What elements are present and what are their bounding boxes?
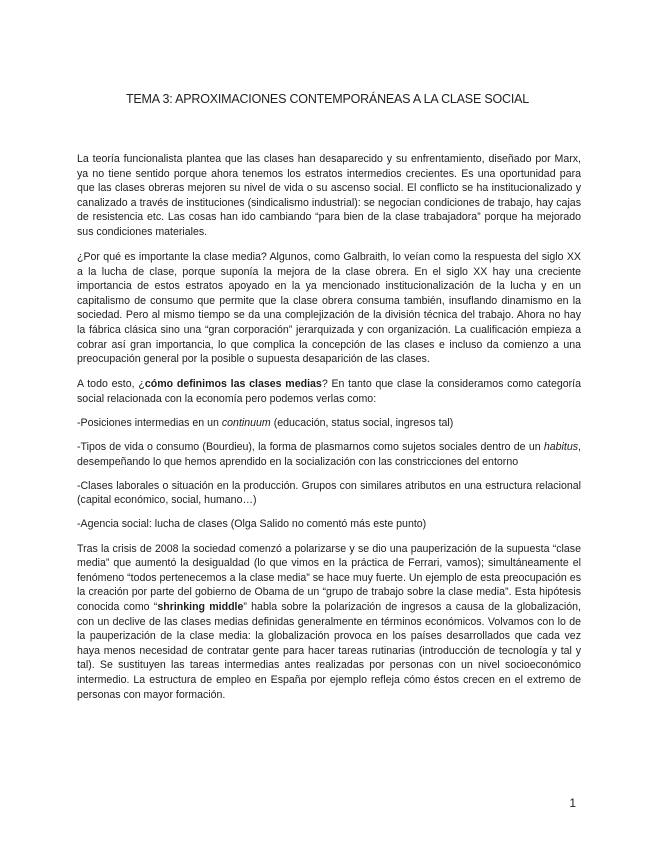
paragraph-functionalist-theory: La teoría funcionalista plantea que las clases han desaparecido y su enfrentamiento, diseñado por Marx, ya no tiene sentido porque ahora tenemos los estratos intermedios crecientes. Es una oportunidad para que las clases obreras mejoren su nivel de vida o su ascenso social. El conflicto se ha institucionalizado y canalizado a través de instituciones (sindicalismo industrial): se negocian condiciones de trabajo, hay cajas de resistencia etc. Las cosas han ido cambiando “para bien de la clase trabajadora” porque ha mejorado sus condiciones materiales. bbox=[77, 153, 581, 238]
text-segment: -Tipos de vida o consumo (Bourdieu), la forma de plasmarnos como sujetos sociales dentro de un bbox=[77, 441, 544, 454]
bold-phrase: shrinking middle bbox=[157, 600, 244, 613]
page-number: 1 bbox=[569, 796, 576, 810]
list-item-intermediate-positions bbox=[77, 416, 581, 431]
italic-term: habitus bbox=[543, 441, 579, 454]
list-item-social-agency: -Agencia social: lucha de clases (Olga Salido no comentó más este punto) bbox=[77, 518, 427, 531]
text-segment: -Posiciones intermedias en un bbox=[77, 417, 222, 429]
bold-phrase: cómo definimos las clases medias bbox=[144, 378, 322, 391]
list-item-labor-classes: -Clases laborales o situación en la producción. Grupos con similares atributos en una estructura relacional (capital económico, social, humano…) bbox=[77, 479, 581, 507]
paragraph-2008-crisis bbox=[77, 542, 581, 703]
text-segment: , desempeñando lo que hemos aprendido en la socialización con las constricciones del entorno bbox=[77, 441, 581, 468]
page-title: TEMA 3: APROXIMACIONES CONTEMPORÁNEAS A LA CLASE SOCIAL bbox=[125, 92, 529, 106]
text-segment: A todo esto, ¿ bbox=[77, 378, 145, 391]
text-segment: Tras la crisis de 2008 la sociedad comenzó a polarizarse y se dio una pauperización de la supuesta “clase media” que aumentó la desigualdad (lo que vimos en la práctica de Ferrari, vamos); simultáneamente el fenómeno “todos pertenecemos a la clase media” se hace muy fuerte. Un ejemplo de esta preocupación es la creación por parte del gobierno de Obama de un “grupo de trabajo sobre la clase media”. Esta hipótesis conocida como “ bbox=[77, 542, 581, 613]
text-segment: (educación, status social, ingresos tal) bbox=[270, 417, 454, 429]
paragraph-middle-class-importance: ¿Por qué es importante la clase media? Algunos, como Galbraith, lo veían como la respuesta del siglo XX a la lucha de clase, porque suponía la mejora de la clase obrera. En el siglo XX hay una creciente importancia de estos estratos apoyado en la ya mencionado institucionalización de la lucha y en un capitalismo de consumo que permite que la clase obrera consuma también, insuflando dinamismo en la sociedad. Pero al mismo tiempo se da una complejización de la división técnica del trabajo. Ahora no hay la fábrica clásica sino una “gran corporación” jerarquizada y con organización. La cualificación empieza a cobrar así gran importancia, lo que complica la concepción de las clases e incluso da comienzo a una preocupación general por la posible o supuesta desaparición de las clases. bbox=[77, 251, 581, 366]
text-segment: ” habla sobre la polarización de ingresos a causa de la globalización, con un declive de las clases medias definidas generalmente en términos económicos. Volvamos con lo de la pauperización de la clase media: la globalización provoca en los países desarrollados que cada vez haya menos necesidad de contratar gente para hacer tareas rutinarias (introducción de tecnología y tal y tal). Se sustituyen las tareas intermedias antes realizadas por personas con un nivel socioeconómico intermedio. La estructura de empleo en España por ejemplo refleja cómo éstos crecen en el extremo de personas con mayor formación. bbox=[77, 600, 581, 701]
italic-term: continuum bbox=[221, 417, 271, 429]
list-item-lifestyle-consumption bbox=[77, 440, 581, 469]
text-segment: ? En tanto que clase la consideramos como categoría social relacionada con la economía pero podemos verlas como: bbox=[77, 378, 581, 405]
document-body bbox=[77, 152, 581, 713]
paragraph-defining-middle-class bbox=[77, 377, 581, 406]
